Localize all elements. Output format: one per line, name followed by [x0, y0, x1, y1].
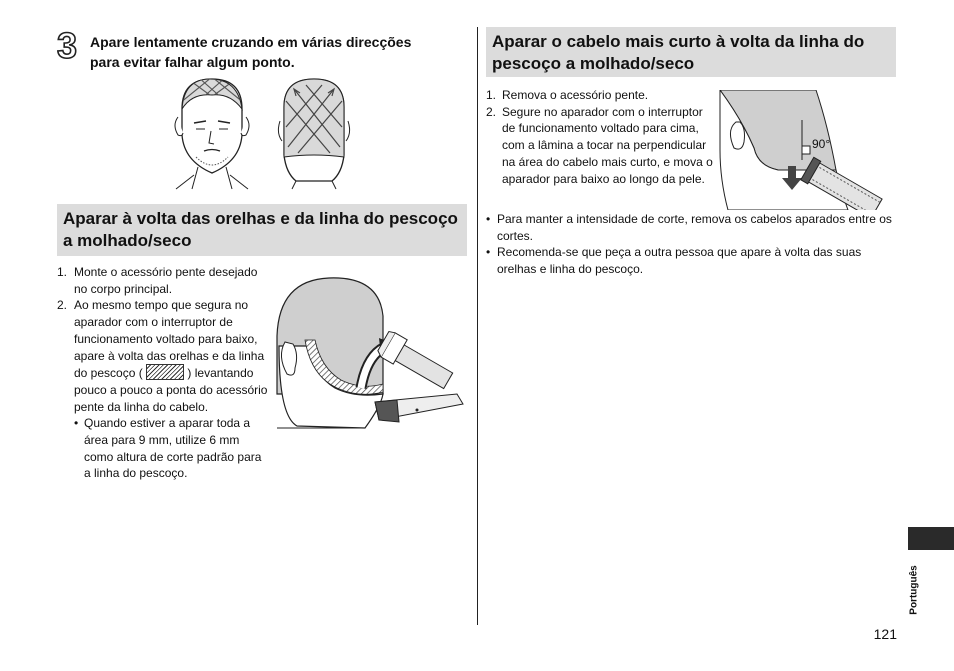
- list-item: [57, 264, 269, 297]
- perpendicular-trim-illustration: [718, 90, 896, 210]
- list-number: 1.: [486, 88, 497, 102]
- note-text: Para manter a intensidade de corte, remova os cabelos aparados entre os cortes.: [497, 212, 892, 243]
- bullet-mark: •: [486, 245, 491, 260]
- list-number: 1.: [57, 265, 68, 279]
- bullet-mark: •: [74, 416, 79, 431]
- list-text: Remova o acessório pente.: [502, 88, 649, 102]
- bullet-mark: •: [486, 212, 491, 226]
- list-text: Segure no aparador com o interruptor de funcionamento voltado para cima, com a lâmina a tocar na perpendicular na área do cabelo mais curto, e mova o aparador para baixo ao longo da pele.: [502, 104, 713, 186]
- column-divider: [477, 27, 478, 625]
- section-header-ears-neckline: Aparar à volta das orelhas e da linha do pescoço a molhado/seco: [57, 204, 467, 256]
- list-text: Monte o acessório pente desejado no corpo principal.: [74, 265, 258, 296]
- list-text-part2: ) levantando pouco a pouco a ponta do acessório pente da linha do cabelo.: [74, 366, 268, 414]
- note-text: Recomenda-se que peça a outra pessoa que apare à volta das suas orelhas e linha do pescoço.: [497, 245, 862, 277]
- front-head-illustration: [175, 77, 249, 189]
- language-text: Português: [908, 565, 920, 615]
- neckline-trim-illustration: [275, 276, 467, 432]
- back-head-illustration: [278, 79, 349, 189]
- list-item: [486, 104, 714, 188]
- neckline-hatch-symbol: [146, 364, 184, 380]
- sub-bullet-text: Quando estiver a aparar toda a área para 9 mm, utilize 6 mm como altura de corte padrão para a linha do pescoço.: [84, 416, 262, 481]
- language-label: [905, 555, 923, 625]
- trimmer-low-illustration: [375, 394, 463, 422]
- list-sub-bullet: [57, 415, 269, 482]
- right-instruction-list: [486, 87, 714, 187]
- list-number: 2.: [486, 104, 497, 119]
- list-item: [57, 297, 269, 415]
- note-bullet: [486, 244, 896, 277]
- step-text-line2: para evitar falhar algum ponto.: [90, 54, 295, 70]
- step-instruction: [90, 32, 450, 72]
- list-text-part1: Ao mesmo tempo que segura no aparador com o interruptor de funcionamento voltado para baixo, apare à volta das orelhas e da linha do pescoço (: [74, 298, 265, 381]
- language-tab-marker: [908, 527, 954, 550]
- crosscut-head-illustrations: [172, 77, 362, 191]
- right-notes: [486, 211, 896, 278]
- step-number: [53, 28, 81, 62]
- section-header-shorter-neckline: Aparar o cabelo mais curto à volta da linha do pescoço a molhado/seco: [486, 27, 896, 77]
- angle-label: 90°: [812, 137, 831, 151]
- list-number: 2.: [57, 298, 68, 313]
- trimmer-raised-illustration: [376, 330, 456, 392]
- step-number-text: 3: [56, 28, 78, 62]
- note-bullet: [486, 211, 896, 244]
- list-item: [486, 87, 714, 104]
- page-number: 121: [873, 626, 897, 642]
- step-text-line1: Apare lentamente cruzando em várias direcções: [90, 34, 412, 50]
- left-instruction-list: [57, 264, 269, 482]
